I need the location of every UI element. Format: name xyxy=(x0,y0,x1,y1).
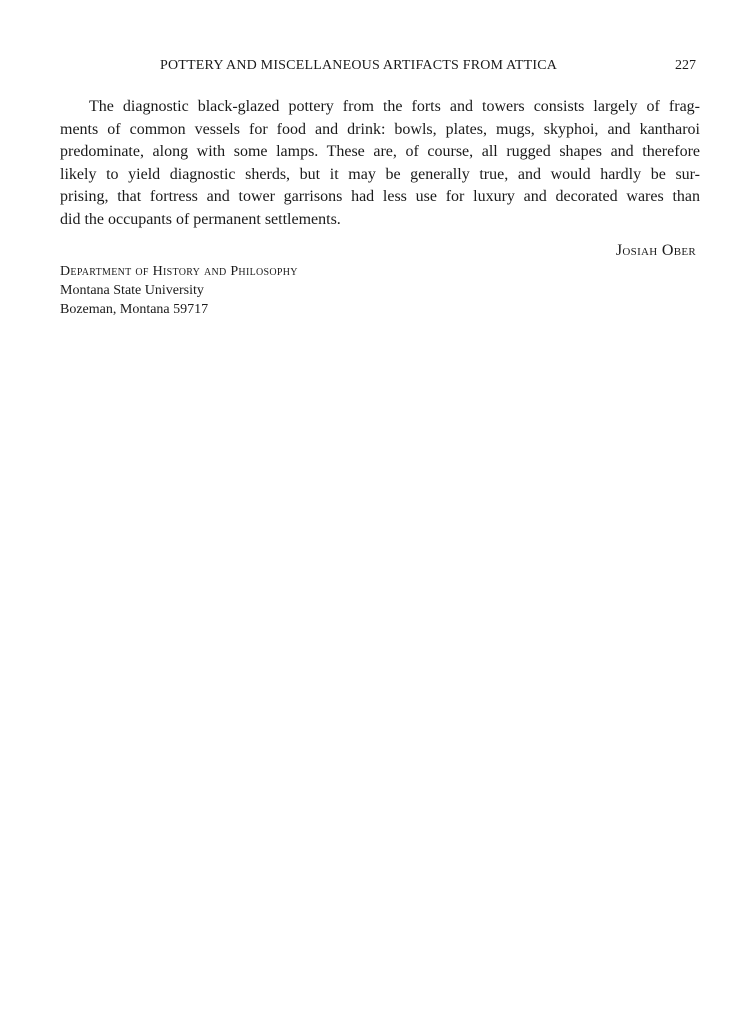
author-name: Josiah Ober xyxy=(615,242,696,259)
author-affiliation xyxy=(60,262,298,319)
department-name: Department of History and Philosophy xyxy=(60,264,298,279)
university-name: Montana State University xyxy=(60,283,204,298)
paragraph-line: did the occupants of permanent settlements. xyxy=(60,210,341,228)
paragraph-line: prising, that fortress and tower garrisons had less use for luxury and decorated wares than xyxy=(60,188,700,205)
paragraph-line: likely to yield diagnostic sherds, but it may be generally true, and would hardly be sur- xyxy=(60,165,700,183)
body-paragraph xyxy=(60,96,700,231)
page-number: 227 xyxy=(675,58,696,73)
city-address: Bozeman, Montana 59717 xyxy=(60,302,209,317)
running-title: POTTERY AND MISCELLANEOUS ARTIFACTS FROM ATTICA xyxy=(160,58,558,73)
paragraph-line: ments of common vessels for food and drink: bowls, plates, mugs, skyphoi, and kantharoi xyxy=(60,120,700,138)
paragraph-line: predominate, along with some lamps. These are, of course, all rugged shapes and therefore xyxy=(60,143,700,160)
paragraph-line: The diagnostic black-glazed pottery from the forts and towers consists largely of frag- xyxy=(89,98,700,115)
